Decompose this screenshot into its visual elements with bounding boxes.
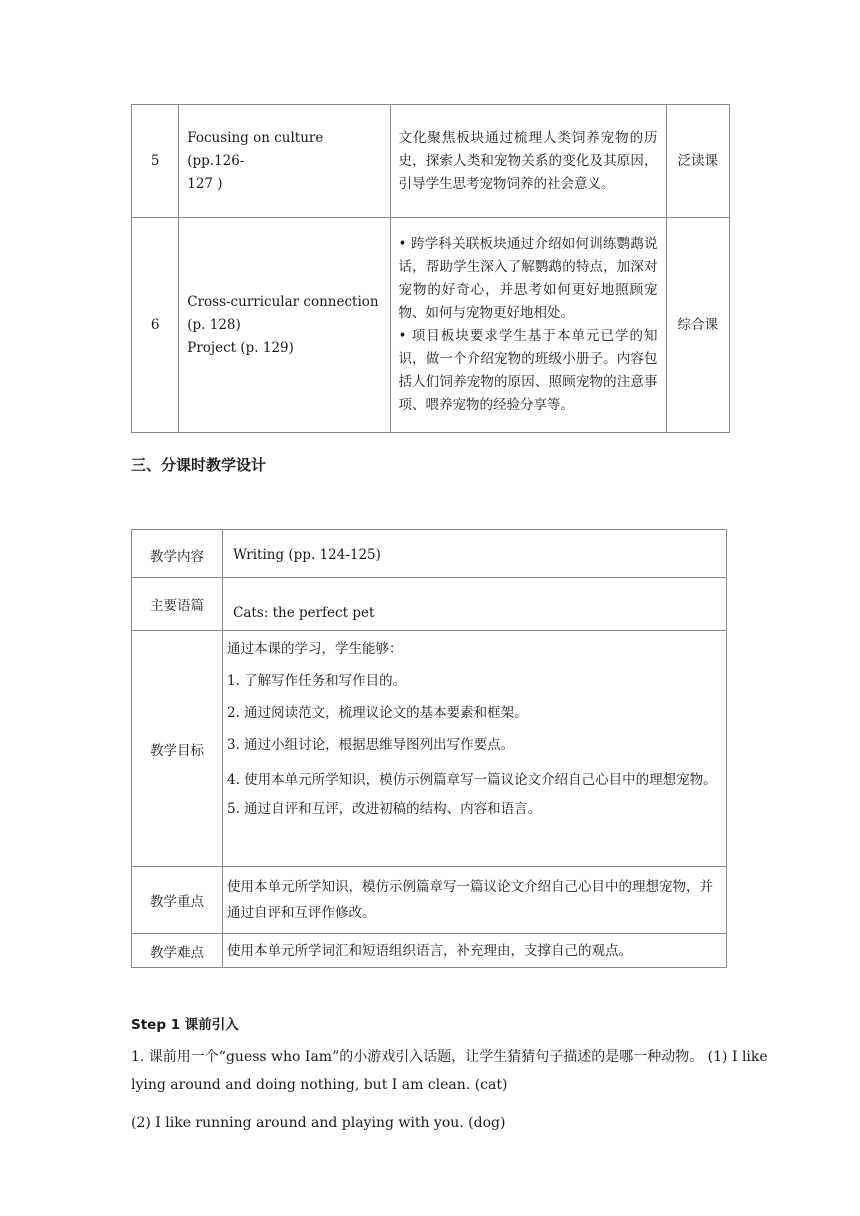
step-title: Step 1 课前引入 xyxy=(131,1017,239,1033)
schedule-table xyxy=(131,104,730,433)
row-title xyxy=(179,105,390,218)
focus-label: 教学重点 xyxy=(132,867,223,934)
table-row xyxy=(132,530,727,578)
goals-list xyxy=(223,631,727,867)
title-line: Focusing on culture (pp.126- xyxy=(187,129,324,169)
table-row xyxy=(132,934,727,968)
text-label: 主要语篇 xyxy=(132,578,223,631)
goal-item: 1. 了解写作任务和写作目的。 xyxy=(227,673,407,689)
section-heading: 三、分课时教学设计 xyxy=(131,456,267,474)
description-bullet: • 跨学科关联板块通过介绍如何训练鹦鹉说话，帮助学生深入了解鹦鹉的特点，加深对宠物的好奇心，并思考如何更好地照顾宠物、如何与宠物更好地相处。 xyxy=(398,236,658,321)
table-row xyxy=(132,631,727,867)
content-value: Writing (pp. 124-125) xyxy=(223,530,727,578)
row-description xyxy=(390,218,666,433)
row-description: 文化聚焦板块通过梳理人类饲养宠物的历史，探索人类和宠物关系的变化及其原因，引导学生思考宠物饲养的社会意义。 xyxy=(390,105,666,218)
text-value: Cats: the perfect pet xyxy=(223,578,727,631)
lesson-design-table xyxy=(131,529,727,968)
goal-item: 2. 通过阅读范文，梳理议论文的基本要素和框架。 xyxy=(227,705,528,721)
row-type: 综合课 xyxy=(666,218,729,433)
table-row xyxy=(132,218,730,433)
title-line: Cross-curricular connection xyxy=(187,293,379,310)
table-row xyxy=(132,578,727,631)
row-title xyxy=(179,218,390,433)
table-row xyxy=(132,105,730,218)
description-bullet: • 项目板块要求学生基于本单元已学的知识，做一个介绍宠物的班级小册子。内容包括人们饲养宠物的原因、照顾宠物的注意事项、喂养宠物的经验分享等。 xyxy=(398,328,658,413)
focus-value: 使用本单元所学知识，模仿示例篇章写一篇议论文介绍自己心目中的理想宠物，并通过自评和互评作修改。 xyxy=(223,867,727,934)
step-paragraph: (2) I like running around and playing with you. (dog) xyxy=(131,1115,506,1131)
goal-item: 5. 通过自评和互评，改进初稿的结构、内容和语言。 xyxy=(227,801,542,817)
goal-item: 通过本课的学习，学生能够： xyxy=(227,641,403,657)
row-number: 5 xyxy=(132,105,179,218)
row-number: 6 xyxy=(132,218,179,433)
difficulty-value: 使用本单元所学词汇和短语组织语言，补充理由，支撑自己的观点。 xyxy=(223,934,727,968)
table-row xyxy=(132,867,727,934)
row-type: 泛读课 xyxy=(666,105,729,218)
goal-item: 3. 通过小组讨论，根据思维导图列出写作要点。 xyxy=(227,737,515,753)
content-label: 教学内容 xyxy=(132,530,223,578)
goals-label: 教学目标 xyxy=(132,631,223,867)
title-line: 127 ) xyxy=(187,175,223,192)
title-line: Project (p. 129) xyxy=(187,339,294,356)
difficulty-label: 教学难点 xyxy=(132,934,223,968)
step-paragraph: 1. 课前用一个“guess who Iam”的小游戏引入话题，让学生猜猜句子描述的是哪一种动物。 (1) I like lying around and doing nothing, but I am clean. (cat) xyxy=(131,1049,768,1093)
goal-item: 4. 使用本单元所学知识，模仿示例篇章写一篇议论文介绍自己心目中的理想宠物。 xyxy=(227,772,717,788)
title-line: (p. 128) xyxy=(187,316,241,333)
